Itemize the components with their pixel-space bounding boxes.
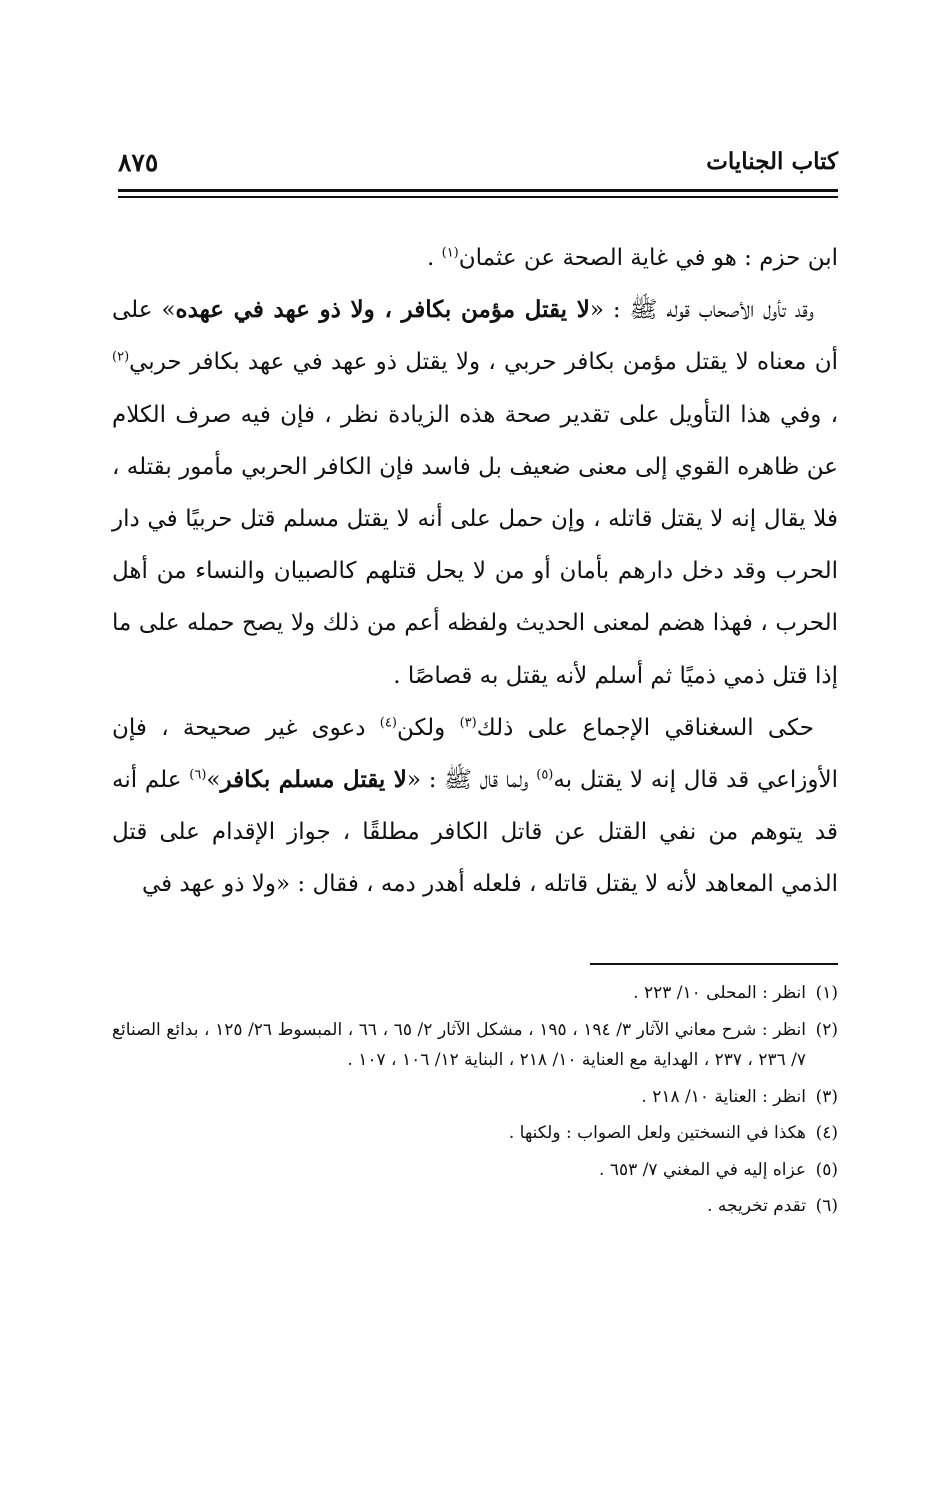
footnote-text: هكذا في النسختين ولعل الصواب : ولكنها . (508, 1123, 806, 1143)
footnote-text: انظر : العناية ١٠/ ٢١٨ . (641, 1086, 806, 1107)
footnote-ref-1[interactable]: (١) (441, 245, 459, 261)
footnote-number: (٣) (815, 1086, 838, 1107)
main-text (112, 232, 838, 911)
footnote-ref-5[interactable]: (٥) (536, 767, 554, 783)
footnote-item (112, 1015, 838, 1076)
footnote-ref-3[interactable]: (٣) (459, 715, 477, 731)
running-header (118, 148, 838, 188)
footnote-item (112, 1082, 838, 1113)
footnote-ref-2[interactable]: (٢) (112, 349, 130, 365)
chapter-title: كتاب الجنايات (706, 148, 838, 175)
hadith-quote-2: لا يقتل مسلم بكافر (220, 766, 407, 794)
footnote-ref-4[interactable]: (٤) (379, 715, 397, 731)
paragraph-1: ابن حزم : هو في غاية الصحة عن عثمان$^{(١)}$ . (426, 245, 838, 271)
footnote-number: (٢) (815, 1019, 838, 1040)
footnotes (112, 978, 838, 1228)
footnote-item (112, 1191, 838, 1222)
footnote-text: عزاه إليه في المغني ٧/ ٦٥٣ . (599, 1159, 806, 1180)
footnote-number: (١) (815, 983, 838, 1003)
footnote-number: (٤) (815, 1123, 838, 1143)
footnote-item (112, 1155, 838, 1186)
footnote-number: (٦) (815, 1196, 838, 1216)
paragraph-2: وقد تأول الأصحاب قوله ﷺ : «لا يقتل مؤمن بكافر ، ولا ذو عهد في عهده» على أن معناه لا يقتل مؤمن بكافر حربي ، ولا يقتل ذو عهد في عهد بكافر حربي$^{(٢)}$ ، وفي هذا التأويل على تقدير صحة هذه الزيادة نظر ، فإن فيه صرف الكلام عن ظاهره القوي إلى معنى ضعيف بل فاسد فإن الكافر الحربي مأمور بقتله ، فلا يقال إنه لا يقتل قاتله ، وإن حمل على أنه لا يقتل مسلم قتل حربيًا في دار الحرب وقد دخل دارهم بأمان أو من لا يحل قتلهم كالصبيان والنساء من أهل الحرب ، فهذا هضم لمعنى الحديث ولفظه أعم من ذلك ولا يصح حمله على ما إذا قتل ذمي ذميًا ثم أسلم لأنه يقتل به قصاصًا . (112, 296, 838, 689)
footnote-item (112, 1118, 838, 1149)
footnote-separator (590, 963, 838, 965)
paragraph-3: حكى السغناقي الإجماع على ذلك$^{(٣)}$ ولكن$^{(٤)}$ دعوى غير صحيحة ، فإن الأوزاعي قد قال إنه لا يقتل به$^{(٥)}$ ولما قال ﷺ : «لا يقتل مسلم بكافر»$^{(٦)}$ علم أنه قد يتوهم من نفي القتل عن قاتل الكافر مطلقًا ، جواز الإقدام على قتل الذمي المعاهد لأنه لا يقتل قاتله ، فلعله أهدر دمه ، فقال : «ولا ذو عهد في (112, 714, 838, 898)
footnote-number: (٥) (815, 1159, 838, 1180)
footnote-text: انظر : المحلى ١٠/ ٢٢٣ . (633, 983, 806, 1003)
page-number: ٨٧٥ (118, 148, 159, 177)
header-rule-thin (118, 196, 838, 198)
footnote-item (112, 978, 838, 1009)
footnote-text: تقدم تخريجه . (707, 1196, 806, 1216)
footnote-text: انظر : شرح معاني الآثار ٣/ ١٩٤ ، ١٩٥ ، مشكل الآثار ٢/ ٦٥ ، ٦٦ ، المبسوط ٢٦/ ١٢٥ ، بدائع الصنائع ٧/ ٢٣٦ ، ٢٣٧ ، الهداية مع العناية ١٠/ ٢١٨ ، البناية ١٢/ ١٠٦ ، ١٠٧ . (112, 1019, 806, 1070)
header-rule-thick (118, 189, 838, 192)
footnote-ref-6[interactable]: (٦) (189, 767, 207, 783)
hadith-quote-1: لا يقتل مؤمن بكافر ، ولا ذو عهد في عهده (175, 296, 590, 324)
